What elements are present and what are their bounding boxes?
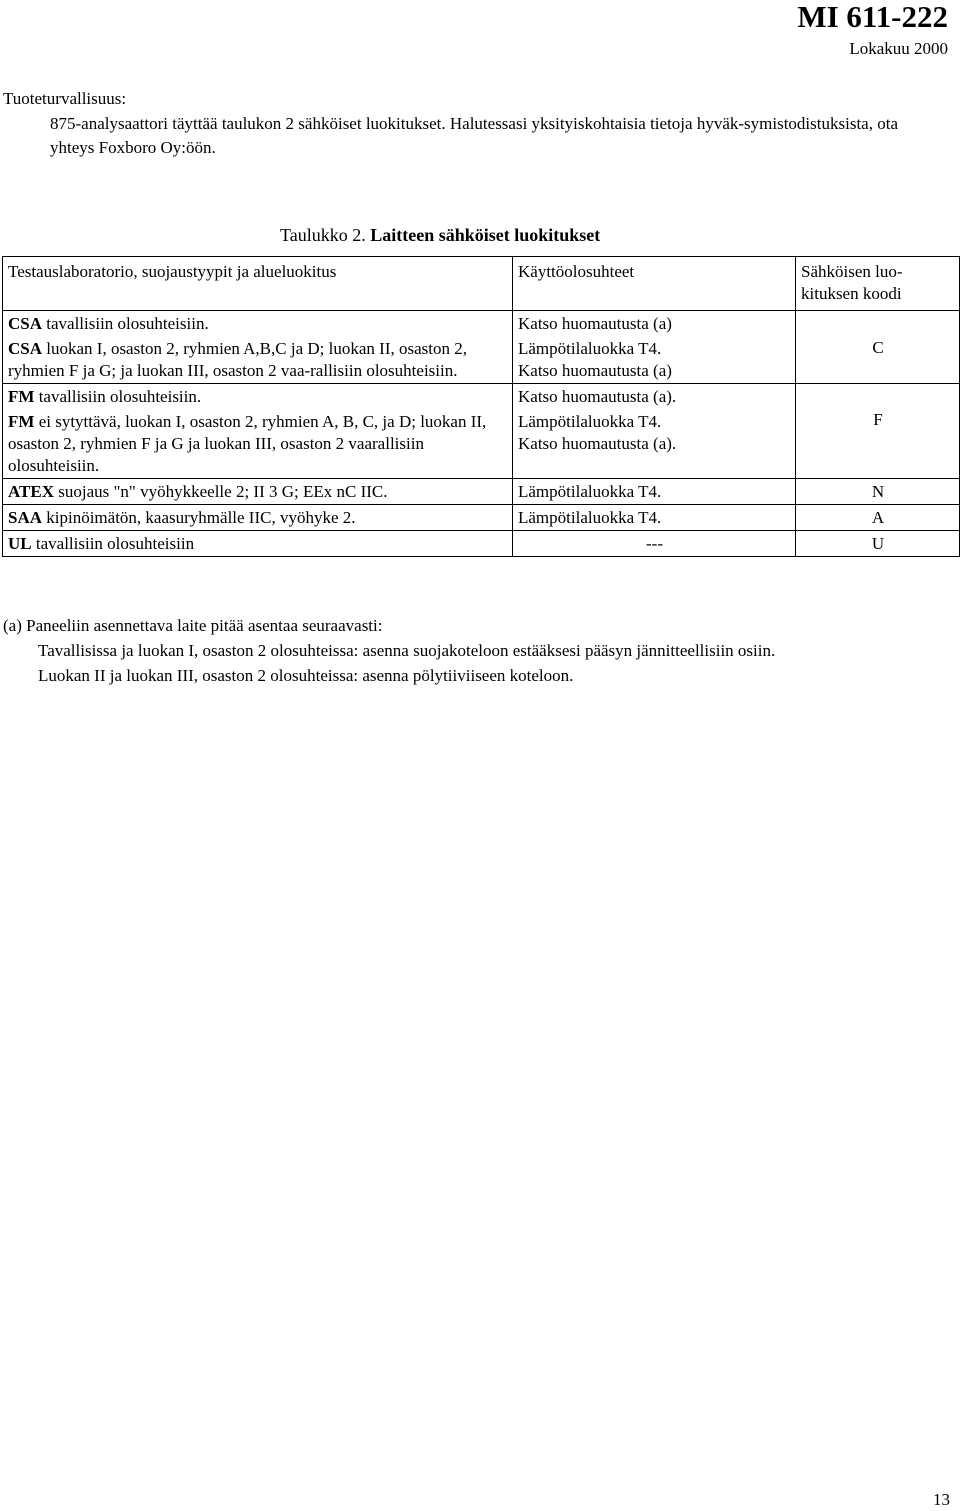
header-lab: Testauslaboratorio, suojaustyypit ja alueluokitus <box>3 257 513 311</box>
note-heading: (a) Paneeliin asennettava laite pitää asentaa seuraavasti: <box>3 616 383 635</box>
row-conditions: Lämpötilaluokka T4. <box>513 505 796 531</box>
note-line: Tavallisissa ja luokan I, osaston 2 olosuhteissa: asenna suojakoteloon estääksesi pääsyn jännitteellisiin osiin. <box>38 641 776 660</box>
header-conditions: Käyttöolosuhteet <box>513 257 796 311</box>
document-date: Lokakuu 2000 <box>849 39 948 58</box>
row-description: suojaus "n" vyöhykkeelle 2; II 3 G; EEx nC IIC. <box>53 482 388 501</box>
table-row <box>3 479 960 505</box>
org-name: CSA <box>8 339 43 358</box>
row-description: tavallisiin olosuhteisiin. <box>42 314 209 333</box>
row-description: tavallisiin olosuhteisiin <box>31 534 195 553</box>
row-conditions <box>513 409 796 479</box>
table-number: Taulukko 2. <box>280 225 371 245</box>
row-conditions <box>513 336 796 384</box>
classification-table <box>2 256 960 557</box>
row-description: ei sytyttävä, luokan I, osaston 2, ryhmien A, B, C, ja D; luokan II, osaston 2, ryhmien F ja G ja luokan III, osaston 2 vaarallisiin olosuhteisiin. <box>8 412 487 475</box>
org-name: UL <box>8 534 32 553</box>
row-code: F <box>796 384 960 479</box>
row-lab <box>3 409 513 479</box>
row-description: luokan I, osaston 2, ryhmien A,B,C ja D; luokan II, osaston 2, ryhmien F ja G; ja luokan III, osaston 2 vaa-rallisiin olosuhteisiin. <box>8 339 467 380</box>
row-description: kipinöimätön, kaasuryhmälle IIC, vyöhyke 2. <box>42 508 356 527</box>
row-lab <box>3 531 513 557</box>
condition-line: Katso huomautusta (a). <box>518 434 677 453</box>
row-description: tavallisiin olosuhteisiin. <box>34 387 202 406</box>
table-row <box>3 384 960 410</box>
table-notes <box>3 613 948 688</box>
row-conditions: Katso huomautusta (a). <box>513 384 796 410</box>
row-code: C <box>796 311 960 384</box>
row-code: A <box>796 505 960 531</box>
condition-line: Lämpötilaluokka T4. <box>518 412 662 431</box>
safety-heading: Tuoteturvallisuus: <box>3 89 127 108</box>
row-lab <box>3 311 513 337</box>
org-name: CSA <box>8 314 43 333</box>
org-name: SAA <box>8 508 43 527</box>
header-code: Sähköisen luo-kituksen koodi <box>796 257 960 311</box>
row-lab <box>3 505 513 531</box>
table-row <box>3 531 960 557</box>
page-number: 13 <box>933 1490 950 1509</box>
row-lab <box>3 479 513 505</box>
document-code: MI 611-222 <box>797 0 948 34</box>
org-name: FM <box>8 412 35 431</box>
row-conditions: Lämpötilaluokka T4. <box>513 479 796 505</box>
org-name: ATEX <box>8 482 54 501</box>
table-header-row <box>3 257 960 311</box>
table-row <box>3 311 960 337</box>
row-lab <box>3 336 513 384</box>
table-caption: Laitteen sähköiset luokitukset <box>370 225 601 245</box>
org-name: FM <box>8 387 35 406</box>
table-title <box>280 224 600 247</box>
row-conditions: --- <box>513 531 796 557</box>
row-code: N <box>796 479 960 505</box>
row-code: U <box>796 531 960 557</box>
safety-text: 875-analysaattori täyttää taulukon 2 sähköiset luokitukset. Halutessasi yksityiskohtaisia tietoja hyväk-symistodistuksista, ota yhteys Foxboro Oy:öön. <box>50 114 898 157</box>
row-lab <box>3 384 513 410</box>
note-line: Luokan II ja luokan III, osaston 2 olosuhteissa: asenna pölytiiviiseen koteloon. <box>38 666 574 685</box>
condition-line: Lämpötilaluokka T4. <box>518 339 662 358</box>
condition-line: Katso huomautusta (a) <box>518 361 672 380</box>
row-conditions: Katso huomautusta (a) <box>513 311 796 337</box>
table-row <box>3 505 960 531</box>
